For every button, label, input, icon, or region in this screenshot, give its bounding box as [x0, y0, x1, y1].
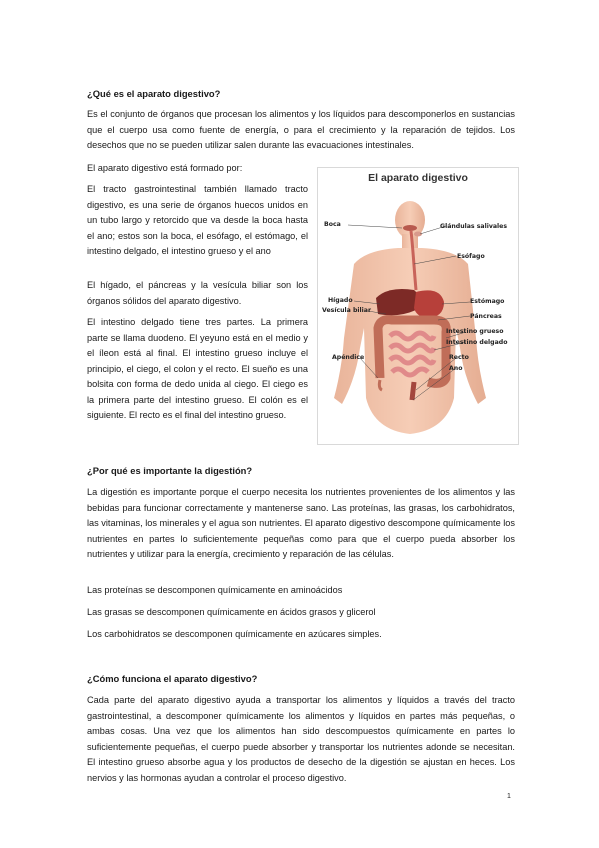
intro-paragraph: Es el conjunto de órganos que procesan los alimentos y los líquidos para descomponerlos en sustancias que el cuerpo usa como fuente de energía, o para el crecimiento y la reparación de tejidos. Los desechos que no se pueden utilizar salen durante las evacuaciones intestinales. — [87, 109, 515, 150]
digestive-system-figure — [317, 167, 519, 445]
label-recto: Recto — [449, 354, 469, 361]
label-intestino-grueso: Intestino grueso — [446, 328, 504, 335]
proteins-line: Las proteínas se descomponen químicamente en aminoácidos — [87, 585, 343, 595]
solid-organs-paragraph: El hígado, el páncreas y la vesícula biliar son los órganos sólidos del aparato digestivo. — [87, 280, 308, 306]
carbohydrates-line: Los carbohidratos se descomponen químicamente en azúcares simples. — [87, 629, 382, 639]
label-boca: Boca — [324, 221, 341, 228]
label-esofago: Esófago — [457, 253, 485, 260]
section-heading-how-works: ¿Cómo funciona el aparato digestivo? — [87, 673, 258, 684]
rectum-shape — [412, 382, 414, 400]
how-works-paragraph: Cada parte del aparato digestivo ayuda a transportar los alimentos y líquidos a través del tracto gastrointestinal, a descomponer químicamente los alimentos y líquidos en partes más pequeñas, o ambas cosas. Una vez que los alimentos han sido descompuestos químicamente en partes lo suficientemente pequeñas, el cuerpo puede absorber y transportar los nutrientes adonde se necesitan. El intestino grueso absorbe agua y los productos de desecho de la digestión se ajustan en heces. Los nervios y las hormonas ayudan a controlar el proceso digestivo. — [87, 695, 515, 783]
digestive-system-illustration — [318, 168, 518, 444]
small-intestine-paragraph: El intestino delgado tiene tres partes. La primera parte se llama duodeno. El yeyuno está en el medio y el íleon está al final. El intestino grueso incluye el principio, el ciego, el colon y el recto. El sueño es una bolsita con forma de dedo unida al ciego. El ciego es la primera parte del intestino grueso. El colón es el siguiente. El recto es el final del intestino grueso. — [87, 317, 308, 420]
digestion-importance-paragraph: La digestión es importante porque el cuerpo necesita los nutrientes provenientes de los alimentos y las bebidas para funcionar correctamente y mantenerse sano. Las proteínas, las grasas, los carbohidratos, las vitaminas, los minerales y el agua son nutrientes. El aparato digestivo descompone químicamente los nutrientes en partes lo suficientemente pequeñas como para que el cuerpo pueda absorber los nutrientes y utilizar para la energía, crecimiento y reparación de las células. — [87, 487, 515, 559]
fats-line: Las grasas se descomponen químicamente en ácidos grasos y glicerol — [87, 607, 376, 617]
label-pancreas: Páncreas — [470, 313, 502, 320]
tract-paragraph: El tracto gastrointestinal también llamado tracto digestivo, es una serie de órganos huecos unidos en un tubo largo y retorcido que va desde la boca hasta el ano; estos son la boca, el esófago, el estómago, el intestino delgado, el intestino grueso y el ano — [87, 184, 308, 256]
stomach-shape — [414, 290, 444, 318]
label-glandulas-salivales: Glándulas salivales — [440, 223, 508, 230]
figure-title: El aparato digestivo — [368, 172, 468, 184]
label-higado: Hígado — [328, 297, 353, 304]
mouth-shape — [403, 225, 417, 231]
label-estomago: Estómago — [470, 298, 505, 305]
formed-by-text: El aparato digestivo está formado por: — [87, 163, 243, 173]
label-intestino-delgado: Intestino delgado — [446, 339, 508, 346]
label-vesicula-biliar: Vesícula biliar — [322, 307, 371, 314]
label-apendice: Apéndice — [332, 354, 365, 361]
page-number: 1 — [507, 793, 511, 800]
section-heading-what-is: ¿Qué es el aparato digestivo? — [87, 88, 221, 99]
section-heading-why-important: ¿Por qué es importante la digestión? — [87, 465, 253, 476]
label-ano: Ano — [449, 365, 463, 372]
